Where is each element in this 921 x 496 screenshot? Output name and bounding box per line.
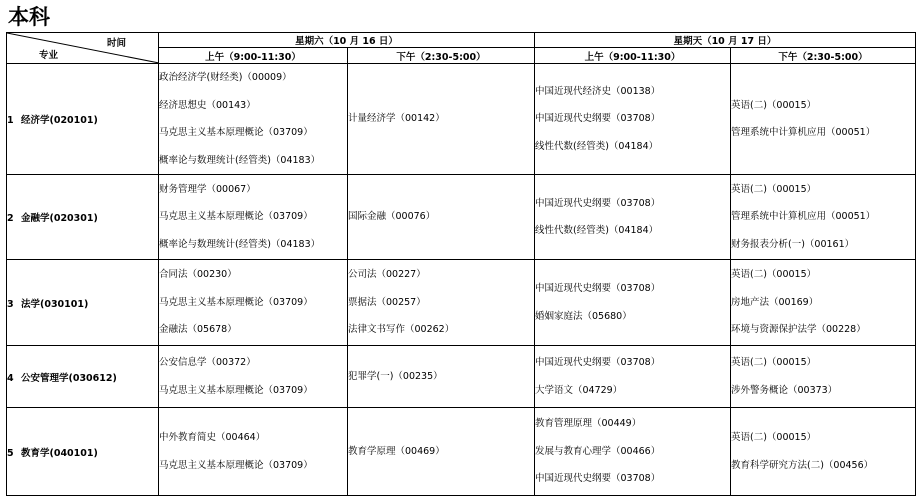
course-cell-sun-pm bbox=[731, 408, 916, 496]
diagonal-divider bbox=[7, 33, 158, 63]
exam-schedule-table bbox=[6, 32, 916, 496]
course-item: 公安信息学（00372） bbox=[159, 357, 256, 368]
course-cell-sun-pm bbox=[731, 346, 916, 408]
course-item: 管理系统中计算机应用（00051） bbox=[731, 211, 876, 223]
course-cell-sat-pm bbox=[348, 408, 535, 496]
course-item: 计量经济学（00142） bbox=[348, 113, 445, 125]
row-number: 1 bbox=[7, 115, 14, 126]
course-item: 中国近现代史纲要（03708） bbox=[535, 283, 661, 294]
course-cell-sat-pm bbox=[348, 260, 535, 346]
course-item: 英语(二)（00015） bbox=[731, 183, 817, 195]
table-row bbox=[7, 64, 916, 175]
course-item: 中外教育简史（00464） bbox=[159, 432, 266, 443]
major-name: 法学(030101) bbox=[21, 298, 89, 310]
course-item: 英语(二)（00015） bbox=[731, 432, 817, 443]
schedule-body bbox=[7, 64, 916, 496]
course-item: 法律文书写作（00262） bbox=[348, 324, 455, 336]
course-item: 教育管理原理（00449） bbox=[535, 418, 642, 430]
time-header-label: 时间 bbox=[106, 38, 126, 49]
major-name: 金融学(020301) bbox=[21, 213, 98, 224]
course-item: 马克思主义基本原理概论（03709） bbox=[159, 127, 313, 138]
course-item: 公司法（00227） bbox=[348, 269, 426, 281]
course-item: 线性代数(经管类)（04184） bbox=[535, 140, 659, 152]
page-title: 本科 bbox=[8, 5, 50, 29]
course-item: 合同法（00230） bbox=[159, 269, 237, 281]
course-cell-sun-am bbox=[535, 64, 731, 175]
course-item: 环境与资源保护法学（00228） bbox=[731, 324, 866, 336]
course-item: 中国近现代史纲要（03708） bbox=[535, 357, 661, 368]
course-cell-sun-am bbox=[535, 346, 731, 408]
course-cell-sun-pm bbox=[731, 175, 916, 260]
course-item: 教育科学研究方法(二)（00456） bbox=[731, 459, 874, 471]
row-number: 5 bbox=[7, 447, 14, 459]
course-cell-sat-pm bbox=[348, 64, 535, 175]
course-cell-sun-am bbox=[535, 260, 731, 346]
course-item: 英语(二)（00015） bbox=[731, 357, 817, 368]
course-item: 中国近现代经济史（00138） bbox=[535, 85, 661, 97]
course-cell-sat-am bbox=[159, 175, 348, 260]
major-cell bbox=[7, 64, 159, 175]
course-item: 线性代数(经管类)（04184） bbox=[535, 225, 659, 236]
course-item: 马克思主义基本原理概论（03709） bbox=[159, 211, 313, 223]
major-name: 经济学(020101) bbox=[21, 115, 98, 126]
course-item: 中国近现代史纲要（03708） bbox=[535, 113, 661, 125]
course-item: 英语(二)（00015） bbox=[731, 269, 817, 281]
course-item: 马克思主义基本原理概论（03709） bbox=[159, 296, 313, 308]
course-item: 概率论与数理统计(经管类)（04183） bbox=[159, 154, 321, 166]
table-row bbox=[7, 346, 916, 408]
row-number: 4 bbox=[7, 372, 14, 384]
course-cell-sun-am bbox=[535, 408, 731, 496]
course-item: 财务报表分析(一)（00161） bbox=[731, 238, 855, 250]
course-item: 经济思想史（00143） bbox=[159, 99, 256, 111]
major-header-label: 专业 bbox=[39, 50, 59, 61]
course-item: 教育学原理（00469） bbox=[348, 445, 445, 457]
course-cell-sun-pm bbox=[731, 64, 916, 175]
course-item: 票据法（00257） bbox=[348, 296, 426, 308]
course-cell-sun-am bbox=[535, 175, 731, 260]
major-cell bbox=[7, 175, 159, 260]
row-number: 3 bbox=[7, 298, 14, 310]
course-item: 管理系统中计算机应用（00051） bbox=[731, 127, 876, 138]
major-cell bbox=[7, 260, 159, 346]
course-cell-sat-pm bbox=[348, 175, 535, 260]
course-item: 金融法（05678） bbox=[159, 324, 237, 336]
slot-header-sat-am: 上午（9:00-11:30） bbox=[159, 48, 348, 64]
course-item: 中国近现代史纲要（03708） bbox=[535, 197, 661, 209]
course-item: 财务管理学（00067） bbox=[159, 183, 256, 195]
course-item: 犯罪学(一)（00235） bbox=[348, 370, 443, 382]
course-cell-sat-am bbox=[159, 64, 348, 175]
course-item: 英语(二)（00015） bbox=[731, 99, 817, 111]
day-header-sunday: 星期天（10 月 17 日） bbox=[535, 33, 916, 48]
course-cell-sat-pm bbox=[348, 346, 535, 408]
slot-header-sat-pm: 下午（2:30-5:00） bbox=[348, 48, 535, 64]
course-item: 大学语文（04729） bbox=[535, 384, 623, 396]
course-item: 国际金融（00076） bbox=[348, 211, 436, 223]
table-row bbox=[7, 260, 916, 346]
course-item: 政治经济学(财经类)（00009） bbox=[159, 72, 292, 83]
major-cell bbox=[7, 408, 159, 496]
major-cell bbox=[7, 346, 159, 408]
course-item: 发展与教育心理学（00466） bbox=[535, 445, 661, 457]
table-row bbox=[7, 175, 916, 260]
course-item: 中国近现代史纲要（03708） bbox=[535, 473, 661, 485]
course-cell-sun-pm bbox=[731, 260, 916, 346]
major-name: 教育学(040101) bbox=[21, 447, 98, 459]
slot-header-sun-pm: 下午（2:30-5:00） bbox=[731, 48, 916, 64]
course-item: 涉外警务概论（00373） bbox=[731, 384, 838, 396]
course-item: 马克思主义基本原理概论（03709） bbox=[159, 384, 313, 396]
row-number: 2 bbox=[7, 213, 14, 224]
course-cell-sat-am bbox=[159, 408, 348, 496]
course-cell-sat-am bbox=[159, 346, 348, 408]
table-row bbox=[7, 408, 916, 496]
slot-header-sun-am: 上午（9:00-11:30） bbox=[535, 48, 731, 64]
major-name: 公安管理学(030612) bbox=[21, 372, 117, 384]
day-header-saturday: 星期六（10 月 16 日） bbox=[159, 33, 535, 48]
course-item: 婚姻家庭法（05680） bbox=[535, 310, 632, 322]
course-cell-sat-am bbox=[159, 260, 348, 346]
course-item: 马克思主义基本原理概论（03709） bbox=[159, 459, 313, 471]
header-corner-cell bbox=[7, 33, 159, 64]
course-item: 概率论与数理统计(经管类)（04183） bbox=[159, 238, 321, 250]
course-item: 房地产法（00169） bbox=[731, 296, 819, 308]
